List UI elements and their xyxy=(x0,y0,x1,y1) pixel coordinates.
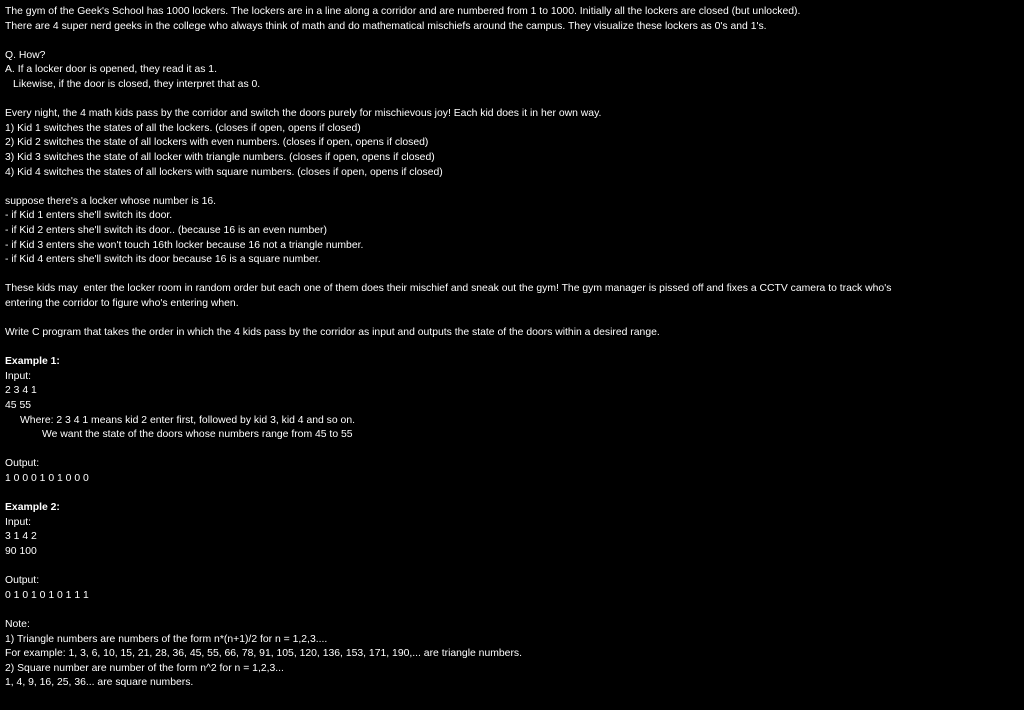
spacer xyxy=(5,180,1017,195)
example-2-title: Example 2: xyxy=(5,502,60,514)
story-line-2: entering the corridor to figure who's entering when. xyxy=(5,297,239,309)
question-text: Q. How? xyxy=(5,49,46,61)
spacer xyxy=(5,560,1017,575)
intro-line-1: The gym of the Geek's School has 1000 lockers. The lockers are in a line along a corridor and are numbered from 1 to 1000. Initially all the lockers are closed (but unlocked). xyxy=(5,6,801,17)
example-1-output-label: Output: xyxy=(5,458,40,470)
example-1-title: Example 1: xyxy=(5,356,60,368)
example-1-input-label: Input: xyxy=(5,370,31,382)
rule-item-kid-1: 1) Kid 1 switches the states of all the lockers. (closes if open, opens if closed) xyxy=(5,122,361,134)
example-1-output: 1 0 0 0 1 0 1 0 0 0 xyxy=(5,473,89,484)
example-2-output-label: Output: xyxy=(5,575,40,587)
sample-item-kid-3: - if Kid 3 enters she won't touch 16th locker because 16 not a triangle number. xyxy=(5,239,364,251)
sample-item-kid-4: - if Kid 4 enters she'll switch its door because 16 is a square number. xyxy=(5,254,321,266)
example-1-input-order: 2 3 4 1 xyxy=(5,385,37,397)
note-title: Note: xyxy=(5,618,30,630)
rule-item-kid-4: 4) Kid 4 switches the states of all lockers with square numbers. (closes if open, opens if closed) xyxy=(5,166,443,178)
spacer xyxy=(5,487,1017,502)
problem-document xyxy=(5,5,1017,691)
sample-item-kid-2: - if Kid 2 enters she'll switch its door.. (because 16 is an even number) xyxy=(5,224,327,236)
spacer xyxy=(5,268,1017,283)
spacer xyxy=(5,443,1017,458)
answer-continuation: Likewise, if the door is closed, they interpret that as 0. xyxy=(13,78,261,90)
spacer xyxy=(5,341,1017,356)
example-2-output: 0 1 0 1 0 1 0 1 1 1 xyxy=(5,589,89,601)
note-line-2: For example: 1, 3, 6, 10, 15, 21, 28, 36, 45, 55, 66, 78, 91, 105, 120, 136, 153, 171, 190,... are triangle numbers. xyxy=(5,648,522,660)
spacer xyxy=(5,93,1017,108)
story-line-1: These kids may enter the locker room in random order but each one of them does their mischief and sneak out the gym! The gym manager is pissed off and fixes a CCTV camera to track who's xyxy=(5,283,892,295)
rule-item-kid-2: 2) Kid 2 switches the state of all lockers with even numbers. (closes if open, opens if closed) xyxy=(5,137,429,149)
example-1-where: Where: 2 3 4 1 means kid 2 enter first, followed by kid 3, kid 4 and so on. xyxy=(20,414,355,426)
note-line-4: 1, 4, 9, 16, 25, 36... are square numbers. xyxy=(5,677,194,689)
example-2-input-range: 90 100 xyxy=(5,545,37,557)
task-statement: Write C program that takes the order in which the 4 kids pass by the corridor as input and outputs the state of the doors within a desired range. xyxy=(5,327,660,339)
spacer xyxy=(5,311,1017,326)
note-line-3: 2) Square number are number of the form n^2 for n = 1,2,3... xyxy=(5,662,284,674)
rule-item-kid-3: 3) Kid 3 switches the state of all locker with triangle numbers. (closes if open, opens if closed) xyxy=(5,151,435,163)
rules-intro: Every night, the 4 math kids pass by the corridor and switch the doors purely for mischievous joy! Each kid does it in her own way. xyxy=(5,108,602,120)
spacer xyxy=(5,603,1017,618)
example-1-input-range: 45 55 xyxy=(5,400,32,412)
intro-line-2: There are 4 super nerd geeks in the college who always think of math and do mathematical mischiefs around the campus. They visualize these lockers as 0's and 1's. xyxy=(5,20,767,32)
answer-text: A. If a locker door is opened, they read it as 1. xyxy=(5,64,217,76)
example-2-input-label: Input: xyxy=(5,516,31,528)
example-2-input-order: 3 1 4 2 xyxy=(5,531,37,543)
sample-item-kid-1: - if Kid 1 enters she'll switch its door. xyxy=(5,210,173,222)
example-1-where-continuation: We want the state of the doors whose numbers range from 45 to 55 xyxy=(42,429,353,441)
note-line-1: 1) Triangle numbers are numbers of the form n*(n+1)/2 for n = 1,2,3.... xyxy=(5,633,328,645)
spacer xyxy=(5,34,1017,49)
sample-intro: suppose there's a locker whose number is 16. xyxy=(5,195,217,207)
